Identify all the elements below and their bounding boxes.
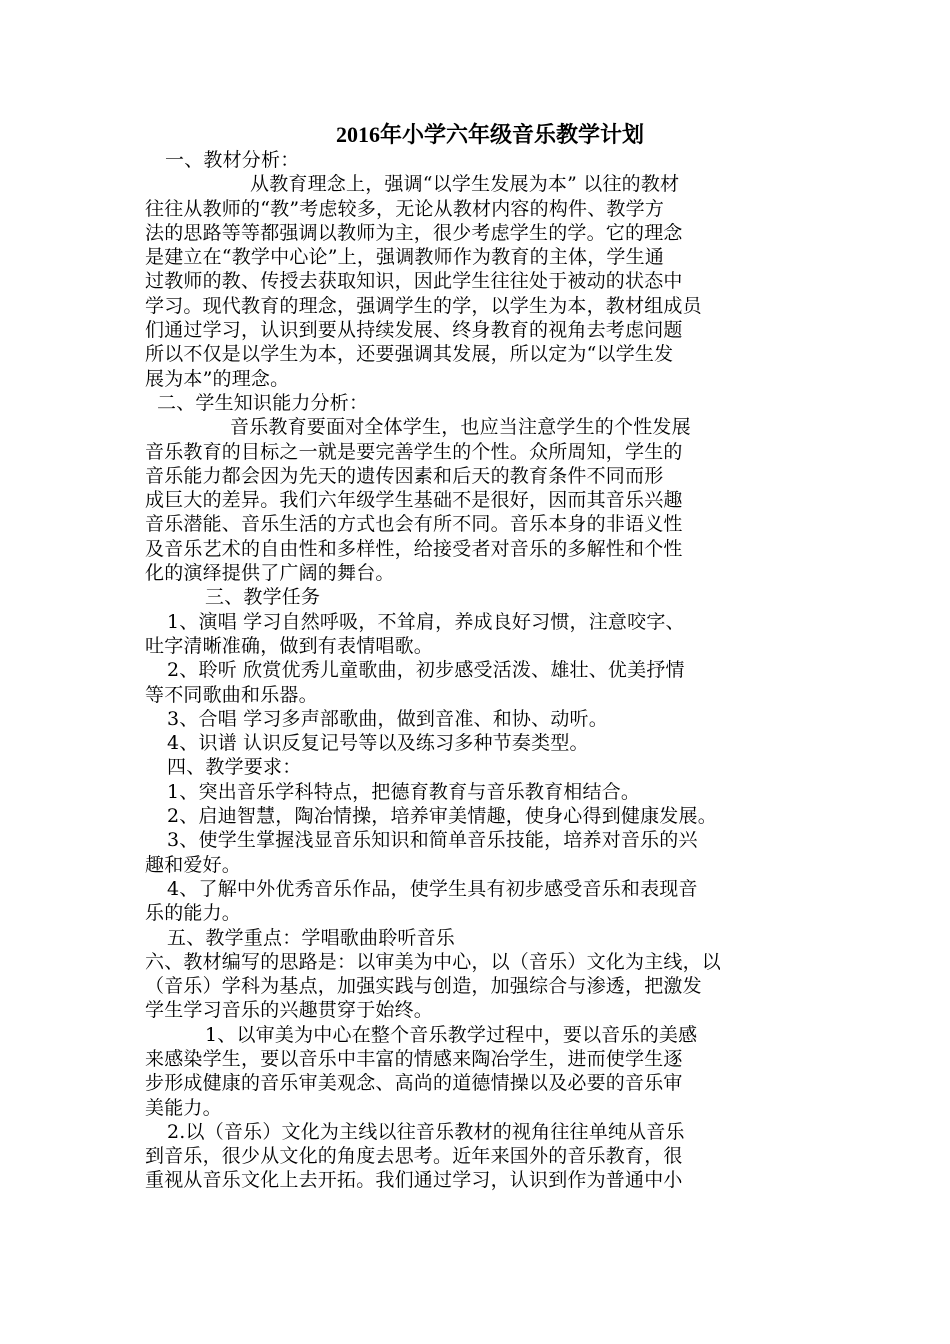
text-line: 2、聆听 欣赏优秀儿童歌曲，初步感受活泼、雄壮、优美抒情 (167, 659, 685, 682)
text-line: （音乐）学科为基点，加强实践与创造，加强综合与渗透，把激发 (145, 975, 702, 998)
text-line: 及音乐艺术的自由性和多样性，给接受者对音乐的多解性和个性 (145, 537, 683, 560)
document-body (145, 122, 835, 1193)
text-line: 1、突出音乐学科特点，把德育教育与音乐教育相结合。 (167, 780, 641, 803)
text-line: 所以不仅是以学生为本，还要强调其发展，所以定为“以学生发 (145, 343, 674, 366)
text-line: 2、启迪智慧，陶冶情操，培养审美情趣，使身心得到健康发展。 (167, 805, 717, 828)
text-line: 1、演唱 学习自然呼吸，不耸肩，养成良好习惯，注意咬字、 (167, 610, 685, 633)
text-line: 一、教材分析： (165, 149, 300, 171)
text-line: 三、教学任务 (205, 586, 321, 609)
text-line: 们通过学习，认识到要从持续发展、终身教育的视角去考虑问题 (145, 319, 683, 342)
text-line: 3、合唱 学习多声部歌曲，做到音准、和协、动听。 (167, 707, 608, 730)
text-line: 展为本”的理念。 (145, 367, 290, 390)
text-line: 吐字清晰准确，做到有表情唱歌。 (145, 634, 434, 657)
text-line: 2.以（音乐）文化为主线以往音乐教材的视角往往单纯从音乐 (167, 1120, 685, 1143)
text-line: 音乐教育要面对全体学生，也应当注意学生的个性发展 (230, 416, 691, 439)
text-line: 步形成健康的音乐审美观念、高尚的道德情操以及必要的音乐审 (145, 1072, 683, 1095)
text-line: 六、教材编写的思路是：以审美为中心，以（音乐）文化为主线，以 (145, 950, 722, 973)
text-line: 学生学习音乐的兴趣贯穿于始终。 (145, 999, 434, 1022)
text-line: 音乐潜能、音乐生活的方式也会有所不同。音乐本身的非语义性 (145, 513, 683, 536)
text-line: 化的演绎提供了广阔的舞台。 (145, 562, 395, 585)
text-line: 乐的能力。 (145, 902, 242, 925)
text-line: 重视从音乐文化上去开拓。我们通过学习，认识到作为普通中小 (145, 1169, 683, 1192)
text-line: 1、以审美为中心在整个音乐教学过程中，要以音乐的美感 (205, 1023, 698, 1046)
text-line: 趣和爱好。 (145, 853, 242, 876)
text-line: 从教育理念上，强调“以学生发展为本” 以往的教材 (250, 173, 680, 196)
text-line: 四、教学要求： (167, 756, 302, 779)
text-line: 二、学生知识能力分析： (157, 391, 369, 414)
text-line: 成巨大的差异。我们六年级学生基础不是很好，因而其音乐兴趣 (145, 489, 683, 512)
text-line: 等不同歌曲和乐器。 (145, 683, 318, 706)
text-line: 到音乐，很少从文化的角度去思考。近年来国外的音乐教育，很 (145, 1145, 683, 1168)
text-line: 音乐教育的目标之一就是要完善学生的个性。众所周知，学生的 (145, 440, 683, 463)
document-text (145, 148, 835, 1193)
text-line: 4、了解中外优秀音乐作品，使学生具有初步感受音乐和表现音 (167, 877, 698, 900)
text-line: 过教师的教、传授去获取知识，因此学生往往处于被动的状态中 (145, 270, 683, 293)
text-line: 美能力。 (145, 1096, 222, 1119)
text-line: 法的思路等等都强调以教师为主，很少考虑学生的学。它的理念 (145, 221, 683, 244)
text-line: 4、识谱 认识反复记号等以及练习多种节奏类型。 (167, 732, 589, 755)
text-line: 3、使学生掌握浅显音乐知识和简单音乐技能，培养对音乐的兴 (167, 829, 698, 852)
document-title: 2016年小学六年级音乐教学计划 (335, 122, 644, 147)
text-line: 往往从教师的“教”考虑较多，无论从教材内容的构件、教学方 (145, 197, 665, 220)
text-line: 来感染学生，要以音乐中丰富的情感来陶冶学生，进而使学生逐 (145, 1047, 683, 1070)
text-line: 学习。现代教育的理念，强调学生的学，以学生为本，教材组成员 (145, 294, 702, 317)
text-line: 五、教学重点：学唱歌曲聆听音乐 (167, 926, 456, 949)
text-line: 音乐能力都会因为先天的遗传因素和后天的教育条件不同而形 (145, 464, 664, 487)
text-line: 是建立在“教学中心论”上，强调教师作为教育的主体，学生通 (145, 246, 665, 269)
